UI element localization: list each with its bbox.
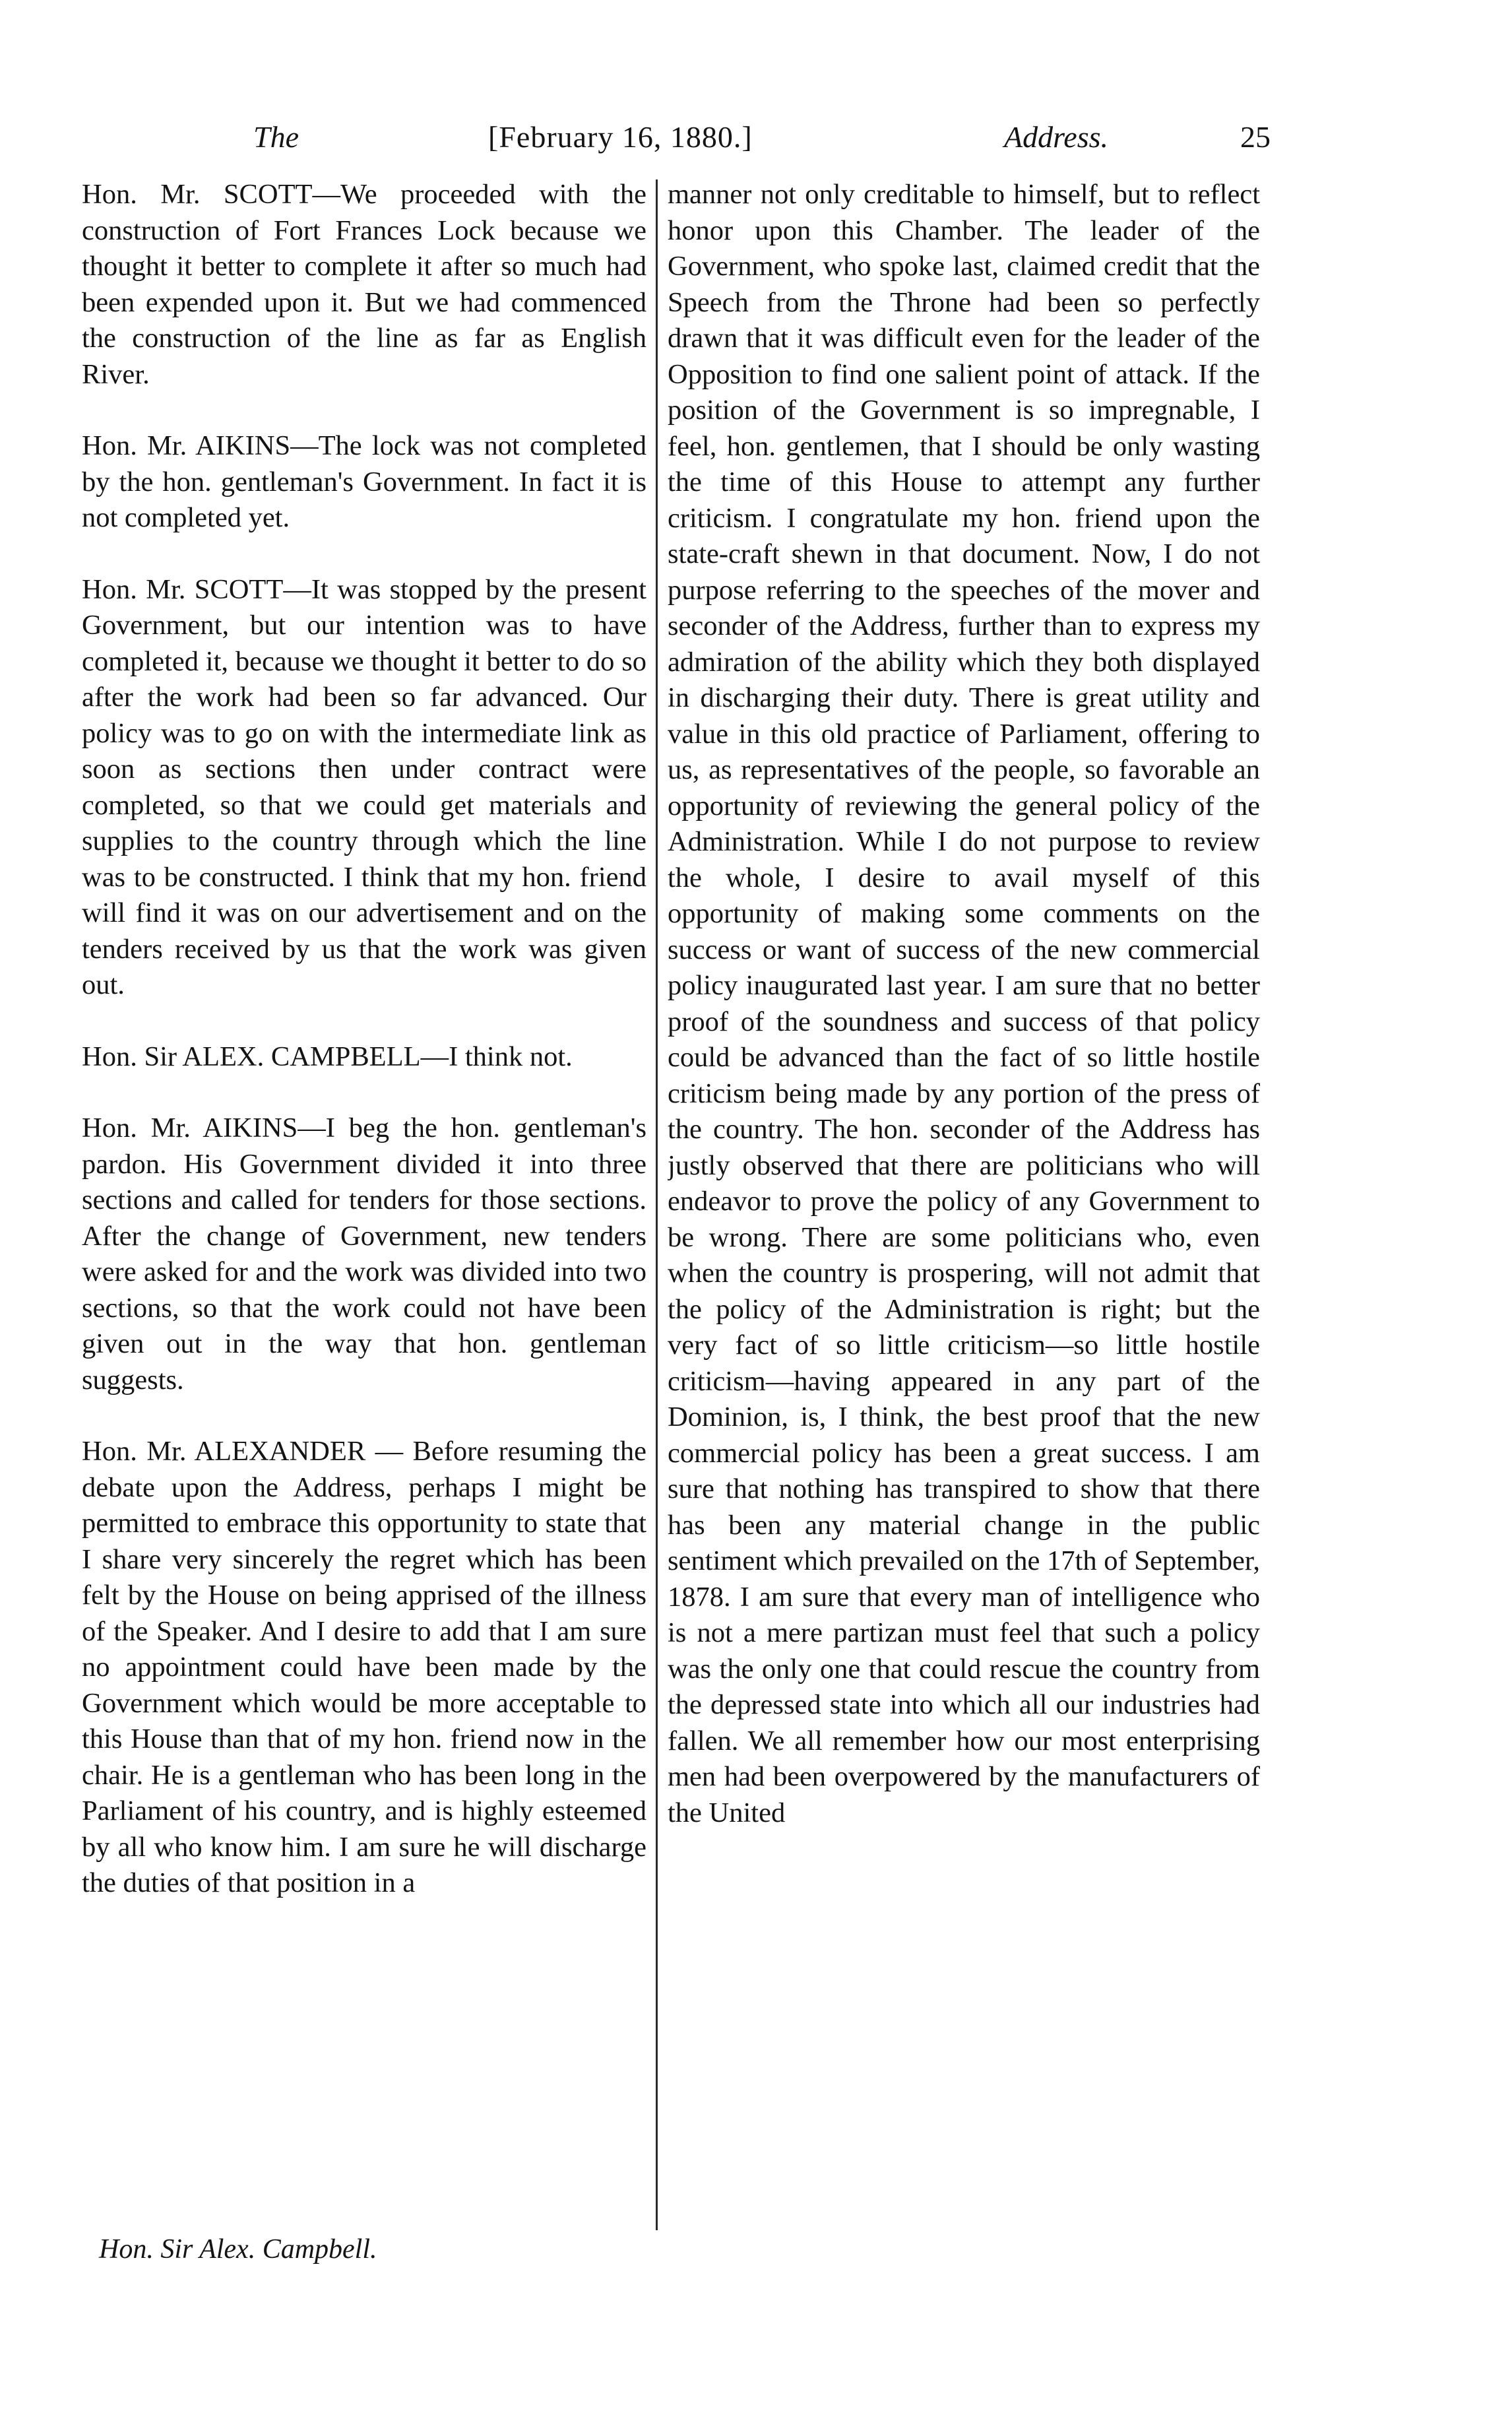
page-header	[0, 111, 1512, 164]
paragraph-scott-2: Hon. Mr. SCOTT—It was stopped by the present Government, but our intention was to have completed it, because we thought it better to do so after the work had been so far advanced. Our policy was to go on with the intermediate link as soon as sections then under contract were completed, so that we could get materials and supplies to the country through which the line was to be constructed. I think that my hon. friend will find it was on our advertisement and on the tenders received by us that the work was given out.	[82, 573, 646, 1000]
page-number: 25	[1240, 120, 1271, 154]
left-column	[82, 177, 646, 2229]
paragraph-campbell-1: Hon. Sir ALEX. CAMPBELL—I think not.	[82, 1041, 573, 1072]
paragraph-aikins-1: Hon. Mr. AIKINS—The lock was not completed by the hon. gentleman's Government. In fact it is not completed yet.	[82, 430, 646, 533]
paragraph-scott-1: Hon. Mr. SCOTT—We proceeded with the construction of Fort Frances Lock because we thought it better to complete it after so much had been expended upon it. But we had commenced the construction of the line as far as English River.	[82, 179, 646, 390]
paragraph-alexander-continued: manner not only creditable to himself, but to reflect honor upon this Chamber. The leader of the Government, who spoke last, claimed credit that the Speech from the Throne had been so perfectly drawn that it was difficult even for the leader of the Opposition to find one salient point of attack. If the position of the Government is so impregnable, I feel, hon. gentlemen, that I should be only wasting the time of this House to attempt any further criticism. I congratulate my hon. friend upon the state-craft shewn in that document. Now, I do not purpose referring to the speeches of the mover and seconder of the Address, further than to express my admiration of the ability which they both displayed in discharging their duty. There is great utility and value in this old practice of Parliament, offering to us, as representatives of the people, so favorable an opportunity of reviewing the general policy of the Administration. While I do not purpose to review the whole, I desire to avail myself of this opportunity of making some comments on the success or want of success of the new commercial policy inaugurated last year. I am sure that no better proof of the soundness and success of that policy could be advanced than the fact of so little hostile criticism being made by any portion of the press of the country. The hon. seconder of the Address has justly observed that there are politicians who will endeavor to prove the policy of any Government to be wrong. There are some politicians who, even when the country is prospering, will not admit that the policy of the Administration is right; but the very fact of so little criticism—so little hostile criticism—having appeared in any part of the Dominion, is, I think, the best proof that the new commercial policy has been a great success. I am sure that nothing has transpired to show that there has been any material change in the public sentiment which prevailed on the 17th of September, 1878. I am sure that every man of intelligence who is not a mere partizan must feel that such a policy was the only one that could rescue the country from the depressed state into which all our industries had fallen. We all remember how our most enterprising men had been overpowered by the manufacturers of the United	[668, 179, 1260, 1828]
right-column	[668, 177, 1260, 2229]
paragraph-aikins-2: Hon. Mr. AIKINS—I beg the hon. gentleman's pardon. His Government divided it into three sections and called for tenders for those sections. After the change of Government, new tenders were asked for and the work was divided into two sections, so that the work could not have been given out in the way that hon. gentleman suggests.	[82, 1112, 646, 1396]
header-right-title: Address.	[1004, 120, 1109, 154]
paragraph-alexander-1: Hon. Mr. ALEXANDER — Before resuming the debate upon the Address, perhaps I might be permitted to embrace this opportunity to state that I share very sincerely the regret which has been felt by the House on being apprised of the illness of the Speaker. And I desire to add that I am sure no appointment could have been made by the Government which would be more acceptable to this House than that of my hon. friend now in the chair. He is a gentleman who has been long in the Parliament of his country, and is highly esteemed by all who know him. I am sure he will discharge the duties of that position in a	[82, 1436, 646, 1898]
page-footer-catchword: Hon. Sir Alex. Campbell.	[99, 2234, 377, 2265]
header-left-title: The	[253, 120, 299, 154]
column-divider	[656, 179, 658, 2230]
header-date: [February 16, 1880.]	[488, 120, 753, 154]
